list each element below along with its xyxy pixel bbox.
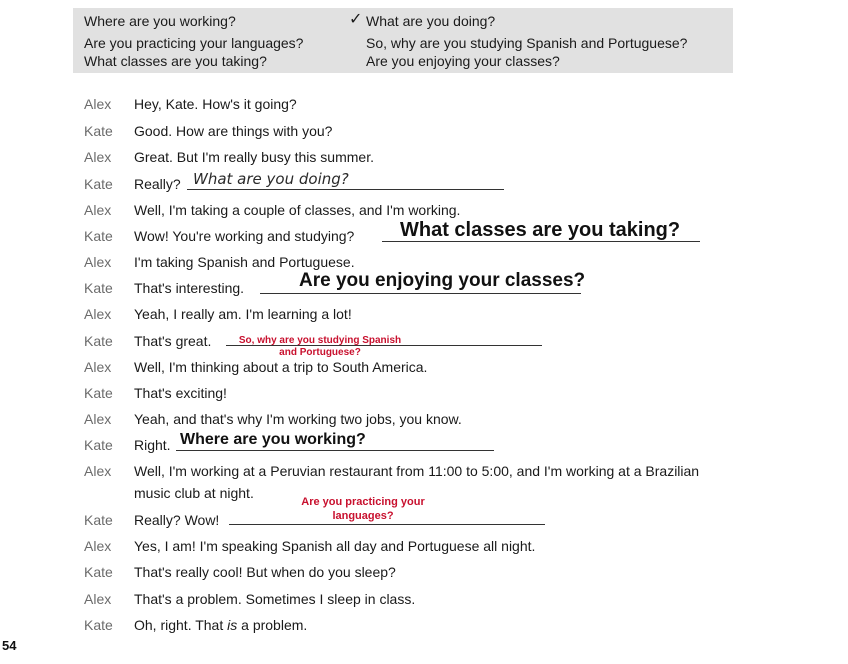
answer-blank[interactable] <box>229 524 545 525</box>
option-practicing-languages: Are you practicing your languages? <box>84 35 304 51</box>
dialog-text-emphasis: is <box>227 617 238 633</box>
dialog-line: Well, I'm taking a couple of classes, and I'm working. <box>134 202 461 218</box>
option-what-doing: What are you doing? <box>366 13 496 29</box>
dialog-line: Really? Wow! <box>134 512 220 528</box>
speaker-label: Alex <box>84 306 112 322</box>
answer-6-line2: languages? <box>332 510 394 522</box>
page-number: 54 <box>2 638 17 653</box>
dialog-line: I'm taking Spanish and Portuguese. <box>134 254 355 270</box>
answer-3: Are you enjoying your classes? <box>299 270 586 291</box>
answer-blank[interactable] <box>187 189 504 190</box>
dialog-line: That's great. <box>134 333 212 349</box>
speaker-label: Kate <box>84 123 113 139</box>
answer-1: What are you doing? <box>193 170 349 188</box>
answer-blank[interactable] <box>260 293 581 294</box>
dialog-line: Hey, Kate. How's it going? <box>134 96 297 112</box>
dialog-line: Yeah, I really am. I'm learning a lot! <box>134 306 352 322</box>
speaker-label: Kate <box>84 333 113 349</box>
option-what-classes: What classes are you taking? <box>84 53 267 69</box>
speaker-label: Alex <box>84 149 112 165</box>
speaker-label: Kate <box>84 228 113 244</box>
speaker-label: Kate <box>84 564 113 580</box>
speaker-label: Kate <box>84 385 113 401</box>
dialog-line: That's interesting. <box>134 280 245 296</box>
speaker-label: Alex <box>84 591 112 607</box>
dialog-line: Really? <box>134 176 181 192</box>
speaker-label: Alex <box>84 538 112 554</box>
speaker-label: Kate <box>84 176 113 192</box>
speaker-label: Alex <box>84 463 112 479</box>
speaker-label: Alex <box>84 411 112 427</box>
dialog-line: Right. <box>134 437 171 453</box>
option-enjoying-classes: Are you enjoying your classes? <box>366 53 560 69</box>
dialog-line: Well, I'm thinking about a trip to South America. <box>134 359 428 375</box>
dialog-line: Well, I'm working at a Peruvian restaurant from 11:00 to 5:00, and I'm working at a Brazilian <box>134 463 700 479</box>
speaker-label: Alex <box>84 254 112 270</box>
dialog-line: Yes, I am! I'm speaking Spanish all day and Portuguese all night. <box>134 538 536 554</box>
speaker-label: Kate <box>84 437 113 453</box>
option-why-studying: So, why are you studying Spanish and Portuguese? <box>366 35 688 51</box>
answer-6-line1: Are you practicing your <box>301 496 425 508</box>
checkmark-icon: ✓ <box>349 11 363 28</box>
dialog-line: Yeah, and that's why I'm working two jobs, you know. <box>134 411 462 427</box>
dialog-line: That's really cool! But when do you sleep? <box>134 564 396 580</box>
speaker-label: Alex <box>84 359 112 375</box>
answer-blank[interactable] <box>176 450 494 451</box>
dialog-line: Great. But I'm really busy this summer. <box>134 149 374 165</box>
option-where-working: Where are you working? <box>84 13 236 29</box>
speaker-label: Alex <box>84 202 112 218</box>
speaker-label: Kate <box>84 512 113 528</box>
dialog-line <box>134 616 307 634</box>
dialog-line: That's a problem. Sometimes I sleep in class. <box>134 591 416 607</box>
answer-5: Where are you working? <box>180 431 366 448</box>
dialog-line: Wow! You're working and studying? <box>134 228 355 244</box>
dialog-line: That's exciting! <box>134 385 227 401</box>
dialog-text-part: Oh, right. That <box>134 617 228 633</box>
speaker-label: Kate <box>84 280 113 296</box>
speaker-label: Alex <box>84 96 112 112</box>
dialog-line: Good. How are things with you? <box>134 123 333 139</box>
dialog-text-part: a problem. <box>237 617 308 633</box>
answer-4-line2: and Portuguese? <box>279 347 361 358</box>
dialog-line-continued: music club at night. <box>134 485 254 501</box>
answer-2: What classes are you taking? <box>400 219 681 241</box>
speaker-label: Kate <box>84 617 113 633</box>
answer-4-line1: So, why are you studying Spanish <box>238 335 402 346</box>
